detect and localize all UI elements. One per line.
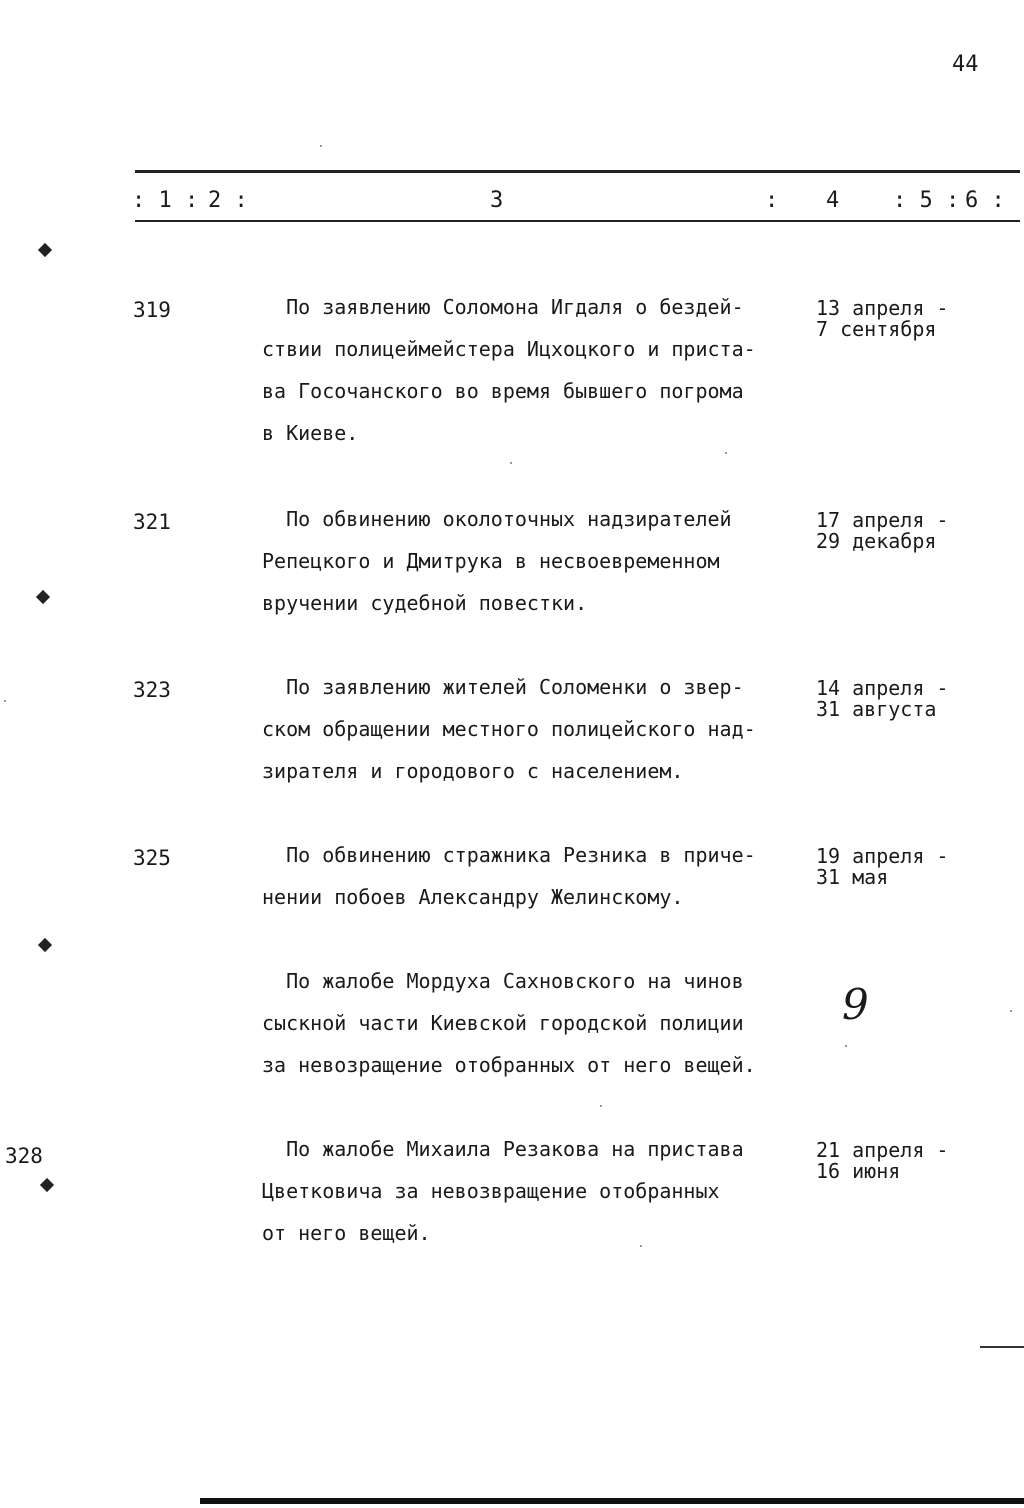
page-bottom-edge [200,1498,1024,1504]
header-col-3-separator: : [765,188,779,213]
margin-line [980,1346,1024,1348]
header-col-5: : 5 : [893,188,960,213]
header-top-rule [135,170,1020,173]
case-dates: 21 апреля - 16 июня [816,1138,949,1183]
header-col-4: 4 [826,188,840,213]
case-description: По заявлению жителей Соломенки о звер- ском обращении местного полицейского над- зирателя и городового с населением. [262,675,756,783]
scan-speck [845,1045,847,1047]
page-number: 44 [952,52,979,77]
scan-speck [600,1105,602,1107]
case-description: По жалобе Михаила Резакова на пристава Цветковича за невозвращение отобранных от него вещей. [262,1137,744,1245]
case-number: 319 [133,298,171,322]
case-dates: 13 апреля - 7 сентября [816,296,949,341]
scan-speck [640,1245,642,1247]
scan-speck [725,452,727,454]
header-col-2: 2 : [208,188,248,213]
case-dates: 19 апреля - 31 мая [816,844,949,889]
case-dates: 14 апреля - 31 августа [816,676,949,721]
case-description: По обвинению стражника Резника в приче- нении побоев Александру Желинскому. [262,843,756,909]
binder-mark-icon [36,590,50,604]
handwritten-note: 9 [842,980,869,1029]
case-number: 328 [5,1144,43,1168]
scan-speck [320,145,322,147]
binder-mark-icon [38,938,52,952]
case-number: 323 [133,678,171,702]
header-col-3: 3 [490,188,504,213]
case-number: 321 [133,510,171,534]
scan-speck [4,700,6,702]
case-description: По заявлению Соломона Игдаля о бездей- ствии полицеймейстера Ицхоцкого и приста- ва Госочанского во время бывшего погрома в Киеве. [262,295,756,445]
case-number: 325 [133,846,171,870]
scan-speck [1010,1010,1012,1012]
header-col-1: : 1 : [132,188,199,213]
case-dates: 17 апреля - 29 декабря [816,508,949,553]
header-bottom-rule [135,220,1020,222]
binder-mark-icon [40,1178,54,1192]
case-description: По жалобе Мордуха Сахновского на чинов сыскной части Киевской городской полиции за невозращение отобранных от него вещей. [262,969,756,1077]
binder-mark-icon [38,243,52,257]
scan-speck [510,462,512,464]
header-col-6: 6 : [965,188,1005,213]
case-description: По обвинению околоточных надзирателей Репецкого и Дмитрука в несвоевременном вручении судебной повестки. [262,507,732,615]
